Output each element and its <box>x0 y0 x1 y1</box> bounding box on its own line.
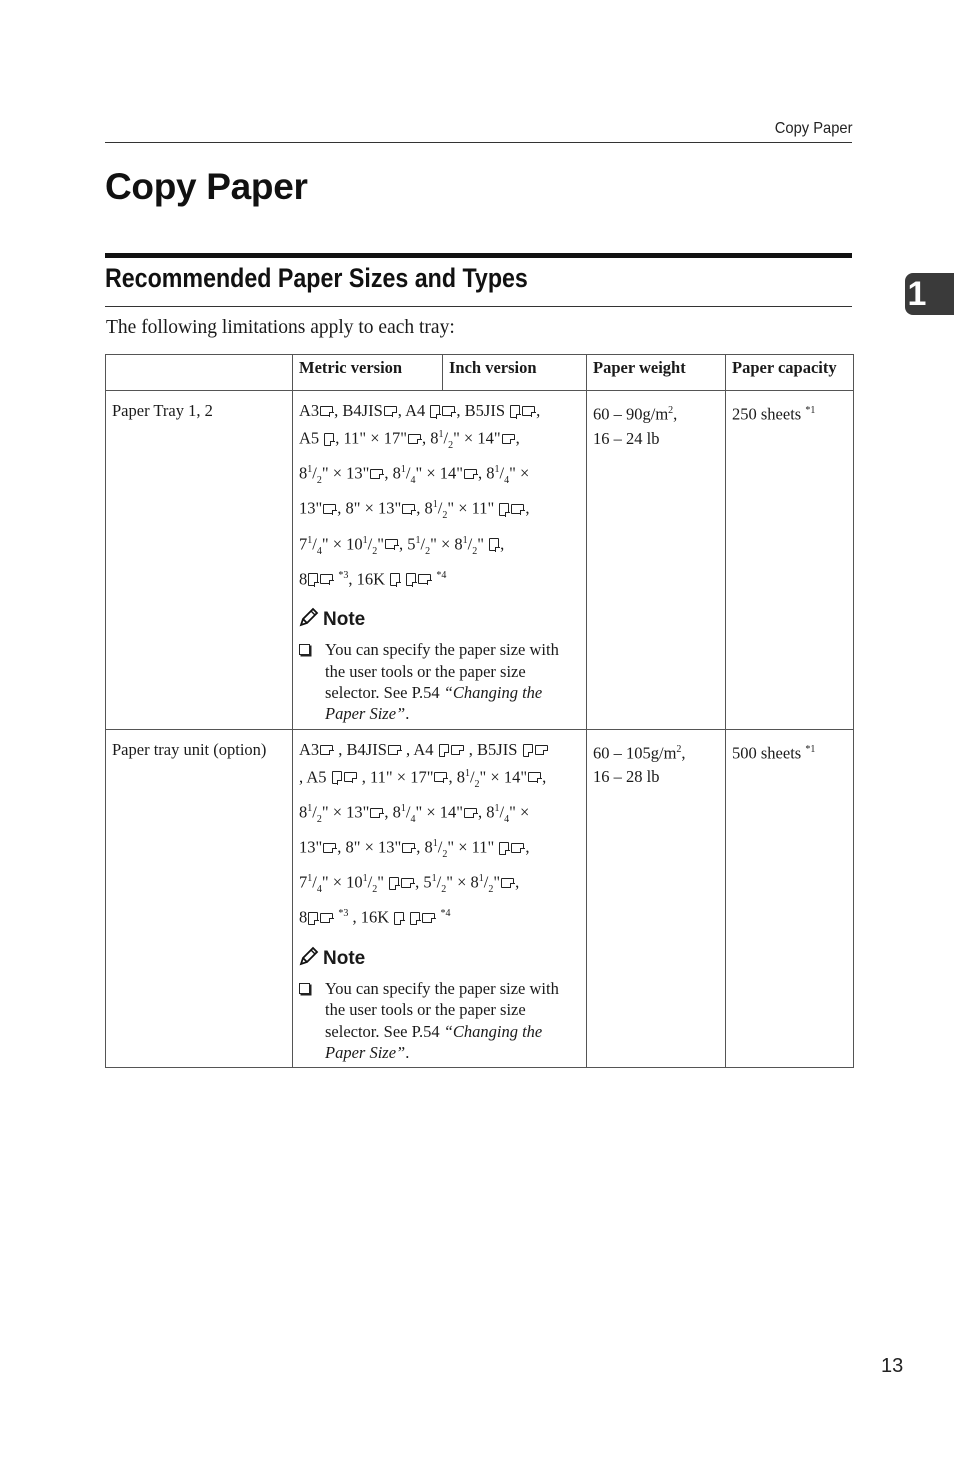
portrait-paper-icon <box>406 573 416 586</box>
portrait-paper-icon <box>499 842 509 855</box>
running-header <box>105 118 852 143</box>
paper-sizes-cell <box>293 391 587 730</box>
checkbox-bullet-icon <box>299 978 325 1063</box>
paper-size-line: $8^1/_2$" × 13" , $8^1/_4$" × 14" , $8^1/_4$" × <box>299 463 530 487</box>
section-heading: Recommended Paper Sizes and Types <box>105 263 528 293</box>
note-text: You can specify the paper size with the user tools or the paper size selector. See P.54 <box>325 979 559 1041</box>
paper-size-list <box>299 399 580 591</box>
landscape-paper-icon <box>388 745 401 755</box>
portrait-paper-icon <box>389 877 399 890</box>
paper-size-line: 8 $^{*3}$ , 16K $^{*4}$ <box>299 907 451 927</box>
landscape-paper-icon <box>464 469 477 479</box>
header-metric-version: Metric version <box>293 355 443 391</box>
note-item <box>299 978 580 1063</box>
table-row <box>106 729 854 1068</box>
portrait-paper-icon <box>394 912 404 925</box>
header-paper-weight: Paper weight <box>587 355 726 391</box>
landscape-paper-icon <box>434 772 447 782</box>
paper-sizes-cell <box>293 729 587 1068</box>
checkbox-bullet-icon <box>299 639 325 724</box>
landscape-paper-icon <box>320 574 333 584</box>
section-divider-bar <box>105 253 852 258</box>
paper-size-line: A3 , B4JIS , A4 , B5JIS , <box>299 401 541 420</box>
landscape-paper-icon <box>511 504 524 514</box>
landscape-paper-icon <box>422 913 435 923</box>
header-inch-version: Inch version <box>443 355 587 391</box>
note-block <box>299 946 580 1063</box>
landscape-paper-icon <box>320 913 333 923</box>
landscape-paper-icon <box>344 772 357 782</box>
note-label: Note <box>323 948 366 970</box>
paper-size-line: 8 $^{*3}$, 16K $^{*4}$ <box>299 569 447 589</box>
page-number: 13 <box>881 1355 904 1377</box>
landscape-paper-icon <box>402 843 415 853</box>
portrait-paper-icon <box>510 405 520 418</box>
paper-size-line: $7^1/_4$" × $10^1/_2$" , $5^1/_2$" × $8^1/_2$" , <box>299 534 505 557</box>
landscape-paper-icon <box>522 406 535 416</box>
paper-weight-metric: $60 - 90g/m^2$, <box>593 404 678 424</box>
landscape-paper-icon <box>464 808 477 818</box>
chapter-tab <box>905 273 954 315</box>
note-end: . <box>405 704 410 724</box>
paper-size-list <box>299 738 580 930</box>
landscape-paper-icon <box>501 878 514 888</box>
landscape-paper-icon <box>402 504 415 514</box>
paper-weight-cell <box>587 391 726 730</box>
tray-name: Paper Tray 1, 2 <box>106 391 293 730</box>
paper-size-line: A5 , 11" × 17" , $8^1/_2$" × 14" , <box>299 428 520 452</box>
header-tray <box>106 355 293 391</box>
paper-weight-cell <box>587 729 726 1068</box>
paper-size-line: A3 , B4JIS , A4 , B5JIS <box>299 738 580 762</box>
landscape-paper-icon <box>385 539 398 549</box>
landscape-paper-icon <box>502 434 515 444</box>
portrait-paper-icon <box>499 503 509 516</box>
landscape-paper-icon <box>408 434 421 444</box>
paper-weight-inch: 16 – 28 lb <box>593 767 660 787</box>
note-block <box>299 607 580 724</box>
landscape-paper-icon <box>401 878 414 888</box>
portrait-paper-icon <box>410 912 420 925</box>
paper-capacity: 250 sheets $^{*1}$ <box>726 391 854 730</box>
landscape-paper-icon <box>528 772 541 782</box>
page-title: Copy Paper <box>105 166 308 207</box>
landscape-paper-icon <box>511 843 524 853</box>
intro-text: The following limitations apply to each tray: <box>106 317 455 338</box>
landscape-paper-icon <box>384 406 397 416</box>
pencil-icon <box>299 946 323 972</box>
portrait-paper-icon <box>430 405 440 418</box>
portrait-paper-icon <box>439 744 449 757</box>
section-rule <box>105 306 852 307</box>
note-item <box>299 639 580 724</box>
paper-size-line: $7^1/_4$" × $10^1/_2$" , $5^1/_2$" × $8^1/_2$" , <box>299 872 520 896</box>
note-end: . <box>405 1043 410 1063</box>
landscape-paper-icon <box>451 745 464 755</box>
note-reference: “Changing the Paper Size” <box>325 683 543 724</box>
landscape-paper-icon <box>320 745 333 755</box>
pencil-icon <box>299 607 323 633</box>
portrait-paper-icon <box>324 433 334 446</box>
table-header-row <box>106 355 854 391</box>
note-label: Note <box>323 609 366 631</box>
portrait-paper-icon <box>332 771 342 784</box>
landscape-paper-icon <box>320 406 333 416</box>
paper-weight-inch: 16 – 24 lb <box>593 428 660 448</box>
paper-spec-table <box>105 354 854 1068</box>
portrait-paper-icon <box>523 744 533 757</box>
note-reference: “Changing the Paper Size” <box>325 1021 543 1063</box>
landscape-paper-icon <box>535 745 548 755</box>
tray-name: Paper tray unit (option) <box>106 729 293 1068</box>
portrait-paper-icon <box>390 573 400 586</box>
note-text: You can specify the paper size with the user tools or the paper size selector. See P.54 <box>325 640 559 703</box>
paper-size-line: 13" , 8" × 13" , $8^1/_2$" × 11" , <box>299 837 530 860</box>
portrait-paper-icon <box>489 538 499 551</box>
landscape-paper-icon <box>418 574 431 584</box>
landscape-paper-icon <box>442 406 455 416</box>
landscape-paper-icon <box>370 808 383 818</box>
header-paper-capacity: Paper capacity <box>726 355 854 391</box>
paper-size-line: 13" , 8" × 13" , $8^1/_2$" × 11" , <box>299 498 530 522</box>
table-row <box>106 391 854 730</box>
paper-capacity: 500 sheets $^{*1}$ <box>726 729 854 1068</box>
running-title: Copy Paper <box>774 120 852 137</box>
landscape-paper-icon <box>323 504 336 514</box>
portrait-paper-icon <box>308 573 318 586</box>
chapter-number: 1 <box>907 275 927 313</box>
landscape-paper-icon <box>370 469 383 479</box>
paper-weight-metric: $60 - 105g/m^2$, <box>593 743 686 763</box>
paper-size-line: , A5 , 11" × 17" , $8^1/_2$" × 14" , <box>299 767 547 790</box>
paper-size-line: $8^1/_2$" × 13" , $8^1/_4$" × 14" , $8^1/_4$" × <box>299 802 530 825</box>
landscape-paper-icon <box>323 843 336 853</box>
portrait-paper-icon <box>308 912 318 925</box>
